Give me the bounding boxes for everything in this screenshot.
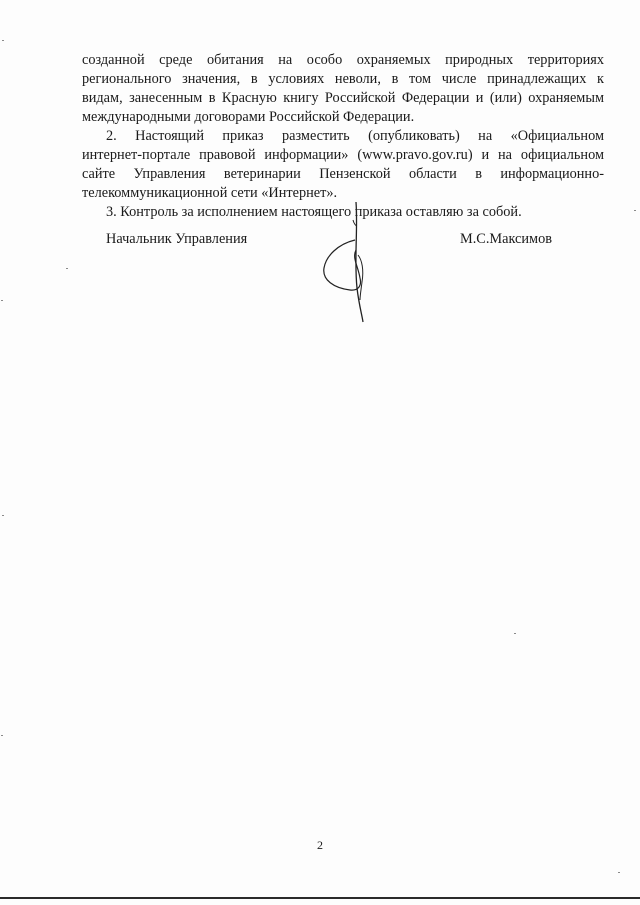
scan-speck bbox=[1, 735, 3, 736]
paragraph-line: 2. Настоящий приказ разместить (опубликовать) на «Официальном bbox=[106, 128, 604, 144]
handwritten-signature bbox=[300, 200, 410, 325]
paragraph-line: видам, занесенным в Красную книгу Российской Федерации и (или) охраняемым bbox=[82, 90, 604, 106]
scan-speck bbox=[2, 40, 4, 41]
paragraph-line: телекоммуникационной сети «Интернет». bbox=[82, 185, 338, 201]
paragraph-line: созданной среде обитания на особо охраняемых природных территориях bbox=[82, 52, 604, 68]
scan-speck bbox=[66, 268, 68, 269]
document-body bbox=[82, 51, 604, 222]
scan-speck bbox=[2, 515, 4, 516]
signatory-position: Начальник Управления bbox=[106, 231, 248, 247]
paragraph-line: интернет-портале правовой информации» (www.pravo.gov.ru) и на официальном bbox=[82, 147, 604, 163]
scan-speck bbox=[514, 633, 516, 634]
paragraph-line: регионального значения, в условиях неволи, в том числе принадлежащих к bbox=[82, 71, 604, 87]
paragraph-line: международными договорами Российской Федерации. bbox=[82, 109, 415, 125]
paragraph-line: сайте Управления ветеринарии Пензенской области в информационно- bbox=[82, 166, 604, 182]
scan-speck bbox=[634, 210, 636, 211]
page-number: 2 bbox=[317, 838, 323, 852]
scan-speck bbox=[1, 300, 3, 301]
scan-speck bbox=[618, 872, 620, 873]
paragraph-line: 3. Контроль за исполнением настоящего приказа оставляю за собой. bbox=[106, 204, 522, 220]
signatory-name: М.С.Максимов bbox=[460, 231, 552, 247]
scan-edge-line bbox=[0, 897, 640, 899]
